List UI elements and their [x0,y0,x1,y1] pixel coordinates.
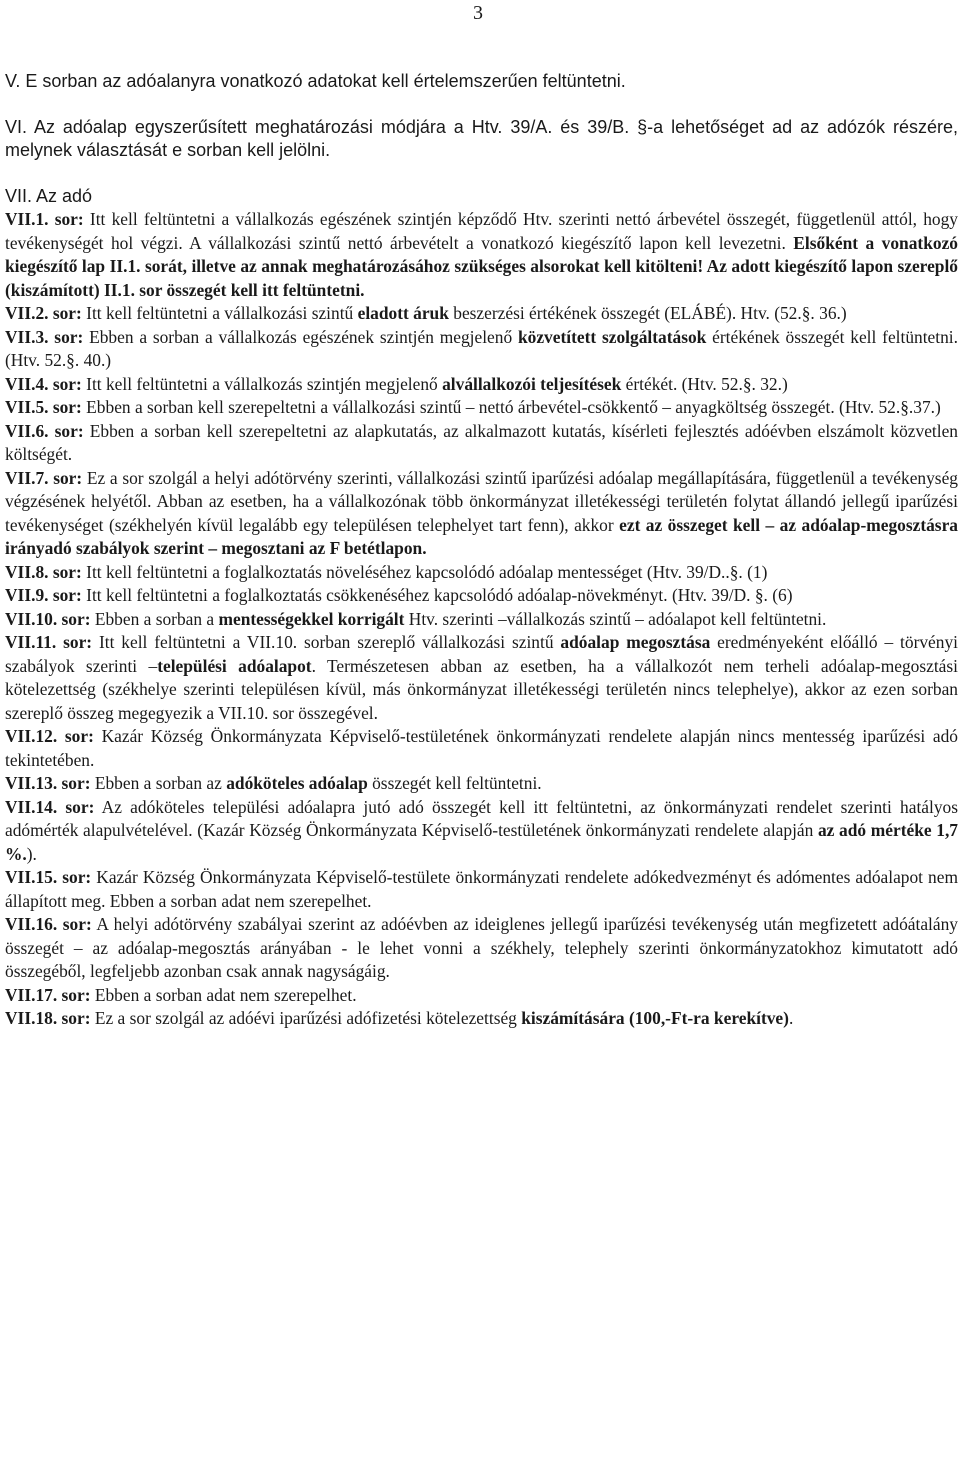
emphasized-text: települési adóalapot [157,655,312,676]
row-paragraph [5,796,958,867]
body-text: értékét. (Htv. 52.§. 32.) [621,373,788,394]
row-paragraph [5,772,958,796]
emphasized-text: mentességekkel korrigált [218,608,405,629]
row-sor-label: sor: [63,632,93,652]
row-code: VII.10. [5,608,62,629]
emphasized-text: adóalap megosztása [560,632,711,652]
row-paragraph [5,1007,958,1031]
row-sor-label: sor: [53,467,83,488]
body-text: Ebben a sorban kell szerepeltetni a vállalkozási szintű – nettó árbevétel-csökkentő – anyagköltség összegét. (Htv. 52.§.37.) [81,397,941,417]
body-text: A helyi adótörvény szabályai szerint az adóévben az ideiglenes jellegű iparűzési tevékenység után megfizetett adóátalány összegét – az adóalap-megosztás arányában - le lehet vonni a székhely, telephely szerinti önkormányzatokhoz kimutatott adó összegéből, legfeljebb azonban csak annak nagyságáig. [5,914,958,981]
row-sor-label: sor: [54,420,84,441]
row-sor-label: sor: [62,914,92,934]
row-sor-label: sor: [52,397,82,417]
body-text: Ebben a sorban kell szerepeltetni az alapkutatás, az alkalmazott kutatás, kísérleti fejlesztés adóévben elszámolt közvetlen költségét. [5,420,959,464]
body-text: Ebben a sorban az [90,773,227,793]
row-sor-label: sor: [61,773,91,793]
body-text: Itt kell feltüntetni a vállalkozás szintjén megjelenő [81,373,443,394]
row-sor-label: sor: [52,373,82,394]
row-code: VII.9. [5,585,53,605]
row-paragraph [5,302,958,326]
row-code: VII.16. [5,914,63,934]
row-paragraph [5,913,958,984]
emphasized-text: az adó mértéke 1,7 %. [5,820,958,864]
section-vii-title: VII. Az adó [5,185,93,206]
page-number: 3 [473,2,483,24]
row-code: VII.11. [5,632,64,652]
row-sor-label: sor: [61,608,91,629]
row-sor-label: sor: [61,1008,91,1028]
row-sor-label: sor: [52,303,82,323]
row-sor-label: sor: [54,326,84,347]
emphasized-text: adóköteles adóalap [226,773,368,793]
row-sor-label: sor: [64,726,94,746]
row-code: VII.5. [5,397,53,417]
row-paragraph [5,984,958,1008]
row-sor-label: sor: [61,984,91,1005]
row-code: VII.14. [5,796,66,817]
row-descriptions [5,208,958,1031]
row-paragraph [5,584,958,608]
row-paragraph [5,866,958,913]
body-text: Ebben a sorban adat nem szerepelhet. [90,984,357,1005]
body-text: Itt kell feltüntetni a VII.10. sorban szereplő vállalkozási szintű [92,632,561,652]
row-code: VII.3. [5,326,55,347]
body-text: Kazár Község Önkormányzata Képviselő-testületének önkormányzati rendelete alapján nincs mentesség iparűzési adó tekintetében. [5,726,958,770]
row-code: VII.15. [5,867,63,887]
document-body [5,70,958,1031]
row-paragraph [5,561,958,585]
body-text: Ebben a sorban a [90,608,219,629]
body-text: eredményeként előálló – törvényi szabályok szerinti – [5,632,959,676]
row-code: VII.8. [5,561,53,582]
emphasized-text: eladott áruk [357,303,449,323]
row-code: VII.6. [5,420,55,441]
body-text: Itt kell feltüntetni a vállalkozási szintű [81,303,358,323]
emphasized-text: alvállalkozói teljesítések [442,373,622,394]
row-paragraph [5,631,958,725]
body-text: összegét kell feltüntetni. [367,773,542,793]
body-text: Itt kell feltüntetni a foglalkoztatás csökkenéséhez kapcsolódó adóalap-növekményt. (Htv. 39/D. §. (6) [81,585,793,605]
body-text: Kazár Község Önkormányzata Képviselő-testülete önkormányzati rendelete adókedvezményt és adómentes adóalapot nem állapított meg. Ebben a sorban adat nem szerepelhet. [5,867,958,911]
body-text: Ebben a sorban a vállalkozás egészének szintjén megjelenő [83,326,518,347]
row-paragraph [5,373,958,397]
body-text: . Természetesen abban az esetben, ha a vállalkozót nem terheli adóalap-megosztási kötelezettség (székhelye szerinti településen kívül, más önkormányzat illetékességi területén nincs telephelye), akkor az ezen sorban szereplő összeg megegyezik a VII.10. sor összegével. [5,655,958,723]
emphasized-text: Elsőként a vonatkozó kiegészítő lap II.1. sorát, illetve az annak meghatározásához szükséges alsorokat kell kitölteni! Az adott kiegészítő lapon szereplő (kiszámított) II.1. sor összegét kell itt feltüntetni. [5,232,958,300]
row-code: VII.17. [5,984,62,1005]
row-code: VII.18. [5,1008,62,1028]
section-vi: VI. Az adóalap egyszerűsített meghatározási módjára a Htv. 39/A. és 39/B. §-a lehetőséget ad az adózók részére, melynek választását e sorban kell jelölni. [5,116,958,160]
body-text: . [788,1008,794,1028]
row-sor-label: sor: [52,585,82,605]
row-code: VII.2. [5,303,53,323]
row-paragraph [5,467,958,561]
row-code: VII.12. [5,726,65,746]
row-paragraph [5,326,958,373]
row-sor-label: sor: [54,209,84,229]
row-sor-label: sor: [65,796,95,817]
row-code: VII.7. [5,467,54,488]
row-sor-label: sor: [52,561,82,582]
row-code: VII.13. [5,773,62,793]
body-text: Az adóköteles települési adóalapra jutó adó összegét kell itt feltüntetni, az önkormányzati rendelet szerinti hatályos adómérték alapulvételével. (Kazár Község Önkormányzata Képviselő-testületének önkormányzati rendelete alapján [5,796,958,840]
section-v: V. E sorban az adóalanyra vonatkozó adatokat kell értelemszerűen feltüntetni. [5,71,626,91]
body-text: Htv. szerinti –vállalkozás szintű – adóalapot kell feltüntetni. [404,608,827,629]
row-code: VII.4. [5,373,53,394]
emphasized-text: közvetített szolgáltatások [517,326,707,347]
body-text: ). [26,843,37,864]
row-paragraph [5,396,958,420]
emphasized-text: ezt az összeget kell – az adóalap-megosztásra irányadó szabályok szerint – megosztani az F betétlapon. [5,514,958,558]
row-code: VII.1. [5,209,55,229]
row-paragraph [5,208,958,302]
emphasized-text: kiszámítására (100,-Ft-ra kerekítve) [521,1008,789,1028]
body-text: beszerzési értékének összegét (ELÁBÉ). Htv. (52.§. 36.) [448,303,847,323]
row-sor-label: sor: [62,867,92,887]
row-paragraph [5,725,958,772]
body-text: értékének összegét kell feltüntetni. (Htv. 52.§. 40.) [5,326,958,370]
body-text: Ez a sor szolgál az adóévi iparűzési adófizetési kötelezettség [90,1008,522,1028]
row-paragraph [5,420,958,467]
body-text: Itt kell feltüntetni a foglalkoztatás növeléséhez kapcsolódó adóalap mentességet (Htv. 39/D..§. (1) [81,561,768,582]
body-text: Ez a sor szolgál a helyi adótörvény szerinti, vállalkozási szintű iparűzési adóalap megállapítására, függetlenül a tevékenység végzésének helyétől. Abban az esetben, ha a vállalkozónak több önkormányzat illetékességi területén folytat állandó jellegű iparűzési tevékenységet (székhelyén kívül legalább egy településen telephelyet tart fenn), akkor [5,467,958,535]
row-paragraph [5,608,958,632]
body-text: Itt kell feltüntetni a vállalkozás egészének szintjén képződő Htv. szerinti nettó árbevétel összegét, függetlenül attól, hogy tevékenységét hol végzi. A vállalkozási szintű nettó árbevételt a vonatkozó kiegészítő lapon kell levezetni. [5,209,958,253]
